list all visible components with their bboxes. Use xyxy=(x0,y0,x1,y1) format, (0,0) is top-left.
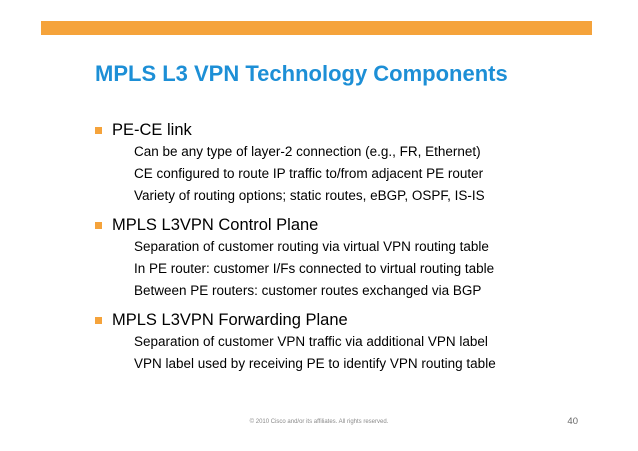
slide-content xyxy=(95,119,605,375)
footer-copyright: © 2010 Cisco and/or its affiliates. All rights reserved. xyxy=(249,419,389,425)
sub-item: Separation of customer routing via virtual VPN routing table xyxy=(134,239,489,254)
slide-title: MPLS L3 VPN Technology Components xyxy=(95,61,508,86)
bullet-square-icon xyxy=(95,222,102,229)
section-pe-ce-link xyxy=(95,119,605,207)
sub-item: In PE router: customer I/Fs connected to virtual routing table xyxy=(134,261,495,276)
sub-item: VPN label used by receiving PE to identify VPN routing table xyxy=(134,356,496,371)
bullet-square-icon xyxy=(95,317,102,324)
bullet-square-icon xyxy=(95,127,102,134)
sub-item: Between PE routers: customer routes exchanged via BGP xyxy=(134,283,482,298)
page-number: 40 xyxy=(567,416,578,427)
section-control-plane xyxy=(95,214,605,302)
section-forwarding-plane xyxy=(95,309,605,375)
section-heading: MPLS L3VPN Control Plane xyxy=(112,215,319,234)
section-heading: MPLS L3VPN Forwarding Plane xyxy=(112,310,348,329)
sub-item: Separation of customer VPN traffic via additional VPN label xyxy=(134,334,488,349)
sub-item: Can be any type of layer-2 connection (e.g., FR, Ethernet) xyxy=(134,144,481,159)
section-heading: PE-CE link xyxy=(112,120,192,139)
sub-item: Variety of routing options; static routes, eBGP, OSPF, IS-IS xyxy=(134,188,485,203)
sub-item: CE configured to route IP traffic to/from adjacent PE router xyxy=(134,166,484,181)
top-accent-bar xyxy=(41,21,592,35)
